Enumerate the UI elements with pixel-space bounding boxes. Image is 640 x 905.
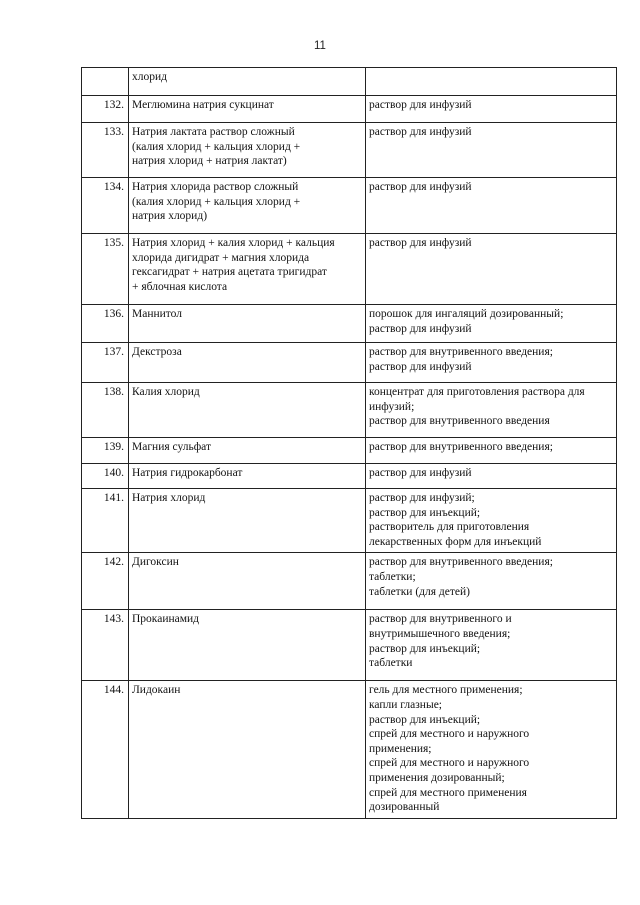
dosage-form-line: спрей для местного и наружного: [369, 728, 530, 741]
dosage-form-line: порошок для ингаляций дозированный;: [369, 308, 564, 320]
row-number: 141.: [82, 489, 129, 553]
table-body: [82, 68, 617, 819]
dosage-forms: [366, 489, 617, 553]
row-number: 135.: [82, 234, 129, 305]
dosage-form-line: лекарственных форм для инъекций: [369, 535, 542, 548]
table-row: [82, 234, 617, 305]
table-row: [82, 305, 617, 343]
dosage-form-line: инфузий;: [369, 400, 415, 413]
row-number: 138.: [82, 383, 129, 438]
dosage-forms: [366, 178, 617, 234]
row-number: 134.: [82, 178, 129, 234]
dosage-forms: [366, 383, 617, 438]
dosage-form-line: раствор для внутривенного введения: [369, 415, 550, 428]
row-number: [82, 68, 129, 96]
table-row: [82, 438, 617, 464]
dosage-form-line: спрей для местного и наружного: [369, 757, 530, 770]
dosage-forms: [366, 464, 617, 489]
table-row: [82, 68, 617, 96]
drug-name: Дигоксин: [129, 553, 366, 610]
dosage-form-line: раствор для инфузий: [369, 467, 472, 479]
row-number: 137.: [82, 343, 129, 383]
table-row: [82, 489, 617, 553]
row-number: 140.: [82, 464, 129, 489]
row-number: 139.: [82, 438, 129, 464]
drug-name: Лидокаин: [129, 681, 366, 818]
dosage-form-line: гель для местного применения;: [369, 684, 523, 697]
dosage-form-line: раствор для инфузий: [369, 99, 472, 111]
dosage-forms: [366, 553, 617, 610]
dosage-form-line: внутримышечного введения;: [369, 627, 511, 640]
dosage-forms: [366, 234, 617, 305]
page-number: 11: [314, 40, 326, 52]
drug-name: Натрия хлорида раствор сложный (калия хлорид + кальция хлорид + натрия хлорид): [129, 178, 366, 234]
dosage-form-line: раствор для внутривенного введения;: [369, 346, 553, 358]
drug-name: Магния сульфат: [129, 438, 366, 464]
drug-name: Калия хлорид: [129, 383, 366, 438]
dosage-form-line: раствор для инъекций;: [369, 506, 481, 519]
table-row: [82, 553, 617, 610]
drug-name: Маннитол: [129, 305, 366, 343]
dosage-form-line: применения дозированный;: [369, 771, 505, 784]
dosage-form-line: раствор для инъекций;: [369, 713, 481, 726]
dosage-form-line: раствор для инфузий: [369, 360, 472, 373]
dosage-forms: [366, 610, 617, 681]
dosage-forms: [366, 343, 617, 383]
dosage-form-line: раствор для инфузий: [369, 322, 472, 335]
drug-name: Натрия лактата раствор сложный (калия хлорид + кальция хлорид + натрия хлорид + натрия лактат): [129, 123, 366, 178]
dosage-forms: [366, 68, 617, 96]
table-row: [82, 610, 617, 681]
table-row: [82, 123, 617, 178]
dosage-forms: [366, 123, 617, 178]
drug-name: Прокаинамид: [129, 610, 366, 681]
dosage-forms: [366, 96, 617, 123]
dosage-form-line: таблетки (для детей): [369, 585, 470, 598]
row-number: 132.: [82, 96, 129, 123]
drug-table: [81, 67, 617, 819]
drug-name: Меглюмина натрия сукцинат: [129, 96, 366, 123]
dosage-form-line: раствор для инфузий: [369, 126, 472, 138]
drug-name: Натрия хлорид + калия хлорид + кальция хлорида дигидрат + магния хлорида гексагидрат + натрия ацетата тригидрат + яблочная кислота: [129, 234, 366, 305]
row-number: 142.: [82, 553, 129, 610]
dosage-forms: [366, 681, 617, 818]
dosage-form-line: применения;: [369, 742, 432, 755]
dosage-form-line: дозированный: [369, 801, 440, 814]
dosage-form-line: раствор для инфузий: [369, 181, 472, 193]
table-row: [82, 383, 617, 438]
dosage-form-line: капли глазные;: [369, 698, 442, 711]
dosage-form-line: спрей для местного применения: [369, 786, 527, 799]
drug-name: хлорид: [129, 68, 366, 96]
table-row: [82, 96, 617, 123]
dosage-form-line: таблетки;: [369, 570, 416, 583]
drug-name: Декстроза: [129, 343, 366, 383]
table-row: [82, 343, 617, 383]
dosage-form-line: концентрат для приготовления раствора для: [369, 386, 585, 398]
table-row: [82, 464, 617, 489]
row-number: 144.: [82, 681, 129, 818]
dosage-form-line: раствор для внутривенного введения;: [369, 441, 553, 453]
dosage-form-line: раствор для инъекций;: [369, 642, 481, 655]
drug-name: Натрия хлорид: [129, 489, 366, 553]
dosage-form-line: раствор для инфузий;: [369, 492, 475, 504]
row-number: 133.: [82, 123, 129, 178]
dosage-forms: [366, 305, 617, 343]
dosage-form-line: раствор для внутривенного и: [369, 613, 512, 626]
row-number: 136.: [82, 305, 129, 343]
dosage-form-line: раствор для внутривенного введения;: [369, 556, 553, 569]
dosage-form-line: растворитель для приготовления: [369, 521, 530, 534]
row-number: 143.: [82, 610, 129, 681]
table-row: [82, 178, 617, 234]
dosage-form-line: таблетки: [369, 657, 413, 670]
drug-name: Натрия гидрокарбонат: [129, 464, 366, 489]
table-row: [82, 681, 617, 818]
dosage-form-line: раствор для инфузий: [369, 237, 472, 249]
dosage-forms: [366, 438, 617, 464]
